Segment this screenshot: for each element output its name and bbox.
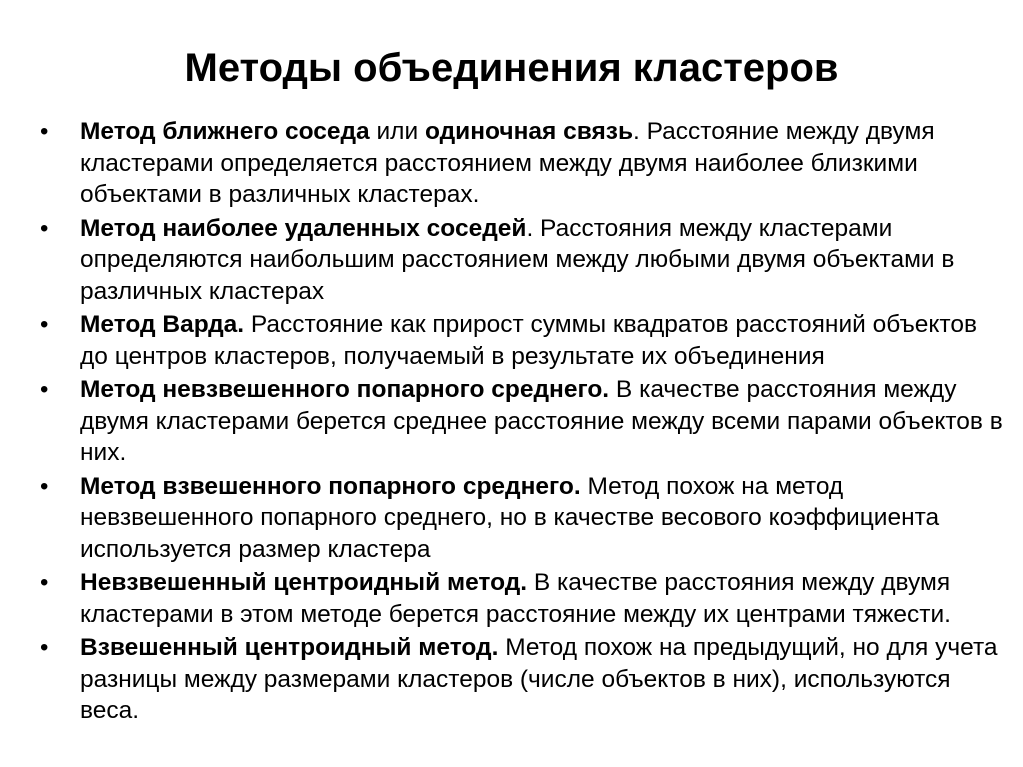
bullet-dot: • (40, 214, 49, 242)
method-description: Метод похож на предыдущий, но для учета разницы между размерами кластеров (числе объектов в них), используются веса. (80, 634, 998, 724)
slide-title: Методы объединения кластеров (184, 46, 839, 90)
bullet-dot: • (40, 569, 49, 596)
method-description: В качестве расстояния между двумя кластерами берется среднее расстояние между всеми парами объектов в них. (80, 376, 1003, 466)
method-term: Метод невзвешенного попарного среднего. (80, 376, 610, 403)
method-term: Невзвешенный центроидный метод. (80, 569, 528, 596)
method-term: Метод ближнего соседа (80, 118, 370, 145)
bullet-list (0, 116, 1023, 729)
list-item (0, 374, 1023, 469)
method-term: Метод взвешенного попарного среднего. (80, 472, 581, 500)
list-item (0, 213, 1023, 308)
bullet-dot: • (40, 472, 49, 500)
method-description: Расстояние как прирост суммы квадратов расстояний объектов до центров кластеров, получаемый в результате их объединения (80, 311, 978, 370)
method-term: одиночная связь (424, 118, 634, 145)
list-item (0, 116, 1023, 211)
bullet-dot: • (40, 634, 49, 661)
method-description: или (369, 118, 425, 145)
method-term: Взвешенный центроидный метод. (80, 634, 499, 661)
method-description: В качестве расстояния между двумя кластерами в этом методе берется расстояние между их центрами тяжести. (80, 569, 951, 628)
list-item (0, 632, 1023, 727)
method-description: . Расстояние между двумя кластерами определяется расстоянием между двумя наиболее близкими объектами в различных кластерах. (80, 118, 935, 208)
list-item (0, 567, 1023, 630)
list-item (0, 309, 1023, 372)
method-term: Метод наиболее удаленных соседей (80, 214, 527, 242)
method-term: Метод Варда. (80, 311, 245, 338)
method-description: Метод похож на метод невзвешенного попарного среднего, но в качестве весового коэффициента используется размер кластера (80, 472, 940, 563)
bullet-dot: • (40, 311, 49, 338)
bullet-dot: • (40, 118, 49, 145)
method-description: . Расстояния между кластерами определяются наибольшим расстоянием между любыми двумя объектами в различных кластерах (80, 214, 955, 305)
bullet-dot: • (40, 376, 49, 403)
list-item (0, 471, 1023, 566)
